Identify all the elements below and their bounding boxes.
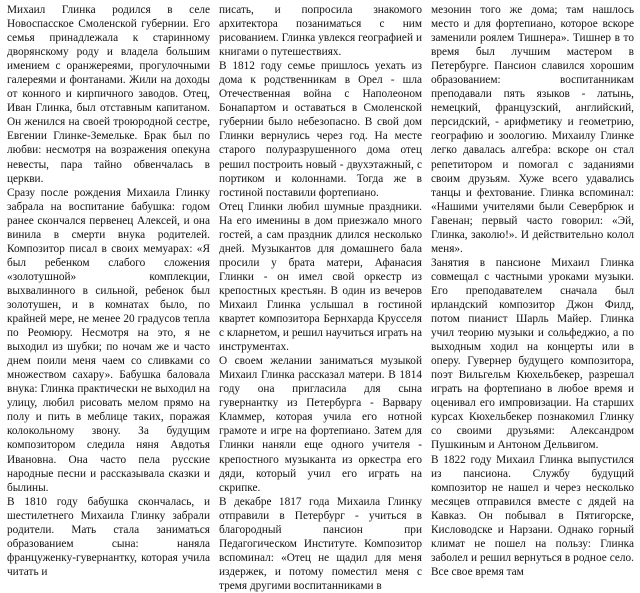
paragraph: О своем желании заниматься музыкой Михаил Глинка рассказал матери. В 1814 году она пригласила для сына гувернантку из Петербурга - Варвару Кламмер, которая учила его нотной грамоте и игре на фортепиано. Затем для Глинки наняли еще одного учителя - крепостного музыканта из оркестра его дяди, который учил его играть на скрипке. bbox=[219, 355, 422, 494]
paragraph: В декабре 1817 года Михаила Глинку отправили в Петербург - учиться в благородный пансион при Педагогическом Институте. Композитор вспоминал: «Отец не щадил для меня издержек, и потому поместил меня с тремя другими воспитанниками в bbox=[219, 495, 422, 592]
paragraph: Занятия в пансионе Михаил Глинка совмещал с частными уроками музыки. Его преподавателем сначала был ирландский композитор Джон Филд, потом пианист Шарль Майер. Глинка учил теорию музыки и сольфеджио, а по выходным ходил на концерты или в оперу. Гувернер будущего композитора, поэт Вильгельм Кюхельбекер, разрешал играть на фортепиано в любое время и оценивал его импровизации. На старших курсах Кюхельбекер познакомил Глинку со своими друзьями: Александром Пушкиным и Антоном Дельвигом. bbox=[431, 256, 634, 452]
paragraph: В 1810 году бабушка скончалась, и шестилетнего Михаила Глинку забрали родители. Мать стала заниматься образованием сына: наняла француженку-гувернантку, которая учила читать и bbox=[7, 495, 210, 578]
paragraph: Отец Глинки любил шумные праздники. На его именины в дом приезжало много гостей, а сам праздник длился несколько дней. Музыкантов для домашнего бала просили у брата матери, Афанасия Глинки - он имел свой оркестр из крепостных крестьян. В один из вечеров Михаил Глинка услышал в гостиной квартет композитора Бернхарда Крусселя с кларнетом, и решил научиться играть на инструментах. bbox=[219, 200, 422, 354]
paragraph: В 1812 году семье пришлось уехать из дома к родственникам в Орел - шла Отечественная война с Наполеоном Бонапартом и оставаться в Смоленской губернии было небезопасно. В свой дом Глинки вернулись через год. На месте старого полуразрушенного дома отец решил построить новый - двухэтажный, с портиком и колоннами. Тогда же в гостиной поставили фортепиано. bbox=[219, 60, 422, 199]
paragraph: Сразу после рождения Михаила Глинку забрала на воспитание бабушка: годом ранее скончался первенец Алексей, и она винила в смерти внука родителей. Композитор писал в своих мемуарах: «Я был ребенком слабого сложения «золотушной» комплекции, выхвалинного в сильной, ребенок был золотушен, и в комнатах было, по крайней мере, не менее 20 градусов тепла по Реомюру. Несмотря на это, я не выходил из шубки; по ночам же и часто днем поили меня чаем со сливками со множеством сахару». Бабушка баловала внука: Глинка практически не выходил на улицу, любил рисовать мелом прямо на полу и пить в меблице таких, поражая колокольному звону. За будущим композитором следила няня Авдотья Ивановна. Она часто пела русские народные песни и рассказывала сказки и былины. bbox=[7, 186, 210, 494]
paragraph: В 1822 году Михаил Глинка выпустился из пансиона. Службу будущий композитор не нашел и через несколько месяцев отправился вместе с дядей на Кавказ. Он побывал в Пятигорске, Кисловодске и Нарзани. Однако горный климат не пошел на пользу: Глинка заболел и решил вернуться в родное село. Все свое время там bbox=[431, 453, 634, 578]
paragraph: писать, и попросила знакомого архитектора позаниматься с ним рисованием. Глинка увлекся географией и книгами о путешествиях. bbox=[219, 4, 422, 59]
paragraph: Михаил Глинка родился в селе Новоспасское Смоленской губернии. Его семья принадлежала к старинному дворянскому роду и владела большим имением с оранжереями, прогулочными галереями и фонтанами. Жили на доходы от конного и кирпичного заводов. Отец, Иван Глинка, был отставным капитаном. Он женился на своей троюродной сестре, Евгении Глинке-Земельке. Брак был по любви: несмотря на возражения опекуна невесты, пара тайно обвенчалась в церкви. bbox=[7, 4, 210, 185]
paragraph: мезонин того же дома; там нашлось место и для фортепиано, которое вскоре заменили роялем Тишнера». Тишнер в то время был лучшим мастером в Петербурге. Пансион славился хорошим образованием: воспитанникам преподавали пять языков - латынь, немецкий, французский, английский, персидский, - арифметику и геометрию, географию и зоологию. Михаилу Глинке легко давалась алгебра: вскоре он стал репетитором и помогал с заданиями своим друзьям. Хуже всего удавались танцы и фехтование. Глинка вспоминал: «Нашими учителями были Севербрюк и Гавенан; первый часто говорил: «Эй, Глинка, заколю!». И действительно колол меня». bbox=[431, 4, 634, 255]
text-column-3 bbox=[431, 3, 634, 578]
text-column-1 bbox=[7, 3, 210, 578]
text-column-2 bbox=[219, 3, 422, 592]
